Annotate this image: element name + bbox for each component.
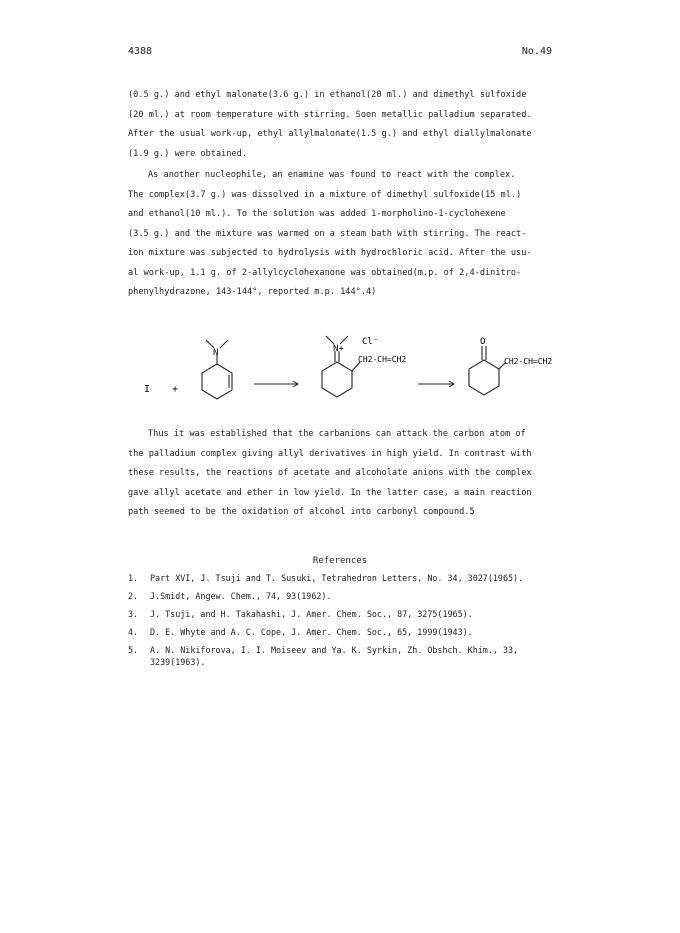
allyl-label: CH2-CH=CH2 [358, 355, 407, 364]
chloride-label: Cl⁻ [362, 337, 379, 347]
plus-sign: + [172, 384, 179, 395]
reaction-scheme [140, 322, 560, 418]
product-allyl-label: CH2-CH=CH2 [504, 357, 553, 366]
reference-item [128, 608, 568, 620]
reference-number: 4. [128, 627, 139, 637]
paragraph-2 [128, 166, 558, 303]
text-line: path seemed to be the oxidation of alcohol into carbonyl compound.5 [128, 507, 475, 517]
text-line: gave allyl acetate and ether in low yield. In the latter case, a main reaction [128, 487, 532, 498]
text-line: (0.5 g.) and ethyl malonate(3.6 g.) in ethanol(20 ml.) and dimethyl sulfoxide [128, 90, 527, 100]
reference-item [128, 644, 568, 668]
paragraph-1 [128, 86, 558, 164]
text-line: and ethanol(10 ml.). To the solution was added 1-morpholino-1-cyclohexene [128, 209, 506, 219]
text-line: (20 ml.) at room temperature with stirring. Soon metallic palladium separated. [128, 109, 532, 120]
reference-number: 5. [128, 645, 139, 655]
text-line: After the usual work-up, ethyl allylmalonate(1.5 g.) and ethyl diallylmalonate [128, 129, 532, 139]
iminium-nitrogen: N+ [333, 344, 344, 354]
reference-text: D. E. Whyte and A. C. Cope, J. Amer. Chem. Soc., 65, 1999(1943). [150, 627, 473, 637]
paragraph-3 [128, 425, 558, 523]
page-number: 4388 [128, 46, 153, 57]
text-line: ion mixture was subjected to hydrolysis with hydrochloric acid. After the usu- [128, 248, 532, 258]
text-line: these results, the reactions of acetate and alcoholate anions with the complex [128, 468, 532, 478]
reaction-arrow [418, 381, 454, 387]
ketone-structure [469, 346, 506, 395]
reference-number: 2. [128, 591, 139, 601]
references-list [128, 572, 568, 674]
references-heading: References [312, 556, 368, 566]
text-line: The complex(3.7 g.) was dissolved in a mixture of dimethyl sulfoxide(15 ml.) [128, 189, 522, 200]
text-line: phenylhydrazone, 143-144°, reported m.p. 144°.4) [128, 287, 377, 297]
reference-text: Part XVI, J. Tsuji and T. Susuki, Tetrahedron Letters, No. 34, 3027(1965). [150, 573, 524, 583]
text-line: (3.5 g.) and the mixture was warmed on a steam bath with stirring. The react- [128, 228, 527, 239]
journal-issue: No.49 [521, 46, 552, 57]
reference-item [128, 590, 568, 602]
text-line: the palladium complex giving allyl derivatives in high yield. In contrast with [128, 448, 532, 459]
reactant-label: I [144, 384, 151, 395]
reference-item [128, 572, 568, 584]
text-line: al work-up, 1.1 g. of 2-allylcyclohexanone was obtained(m.p. of 2,4-dinitro- [128, 267, 522, 278]
reaction-arrow [254, 381, 298, 387]
oxygen-label: O [480, 337, 486, 347]
text-line: Thus it was established that the carbanions can attack the carbon atom of [148, 429, 526, 439]
text-line: As another nucleophile, an enamine was found to react with the complex. [148, 170, 516, 180]
nitrogen-label: N [213, 348, 219, 358]
reference-text: J. Tsuji, and H. Takahashi, J. Amer. Chem. Soc., 87, 3275(1965). [150, 609, 473, 619]
reference-item [128, 626, 568, 638]
reference-number: 1. [128, 573, 139, 583]
reference-number: 3. [128, 609, 139, 619]
reference-text: A. N. Nikiforova, I. I. Moiseev and Ya. K. Syrkin, Zh. Obshch. Khim., 33, 3239(1963). [150, 645, 519, 667]
reference-text: J.Smidt, Angew. Chem., 74, 93(1962). [150, 591, 332, 601]
text-line: (1.9 g.) were obtained. [128, 148, 247, 159]
